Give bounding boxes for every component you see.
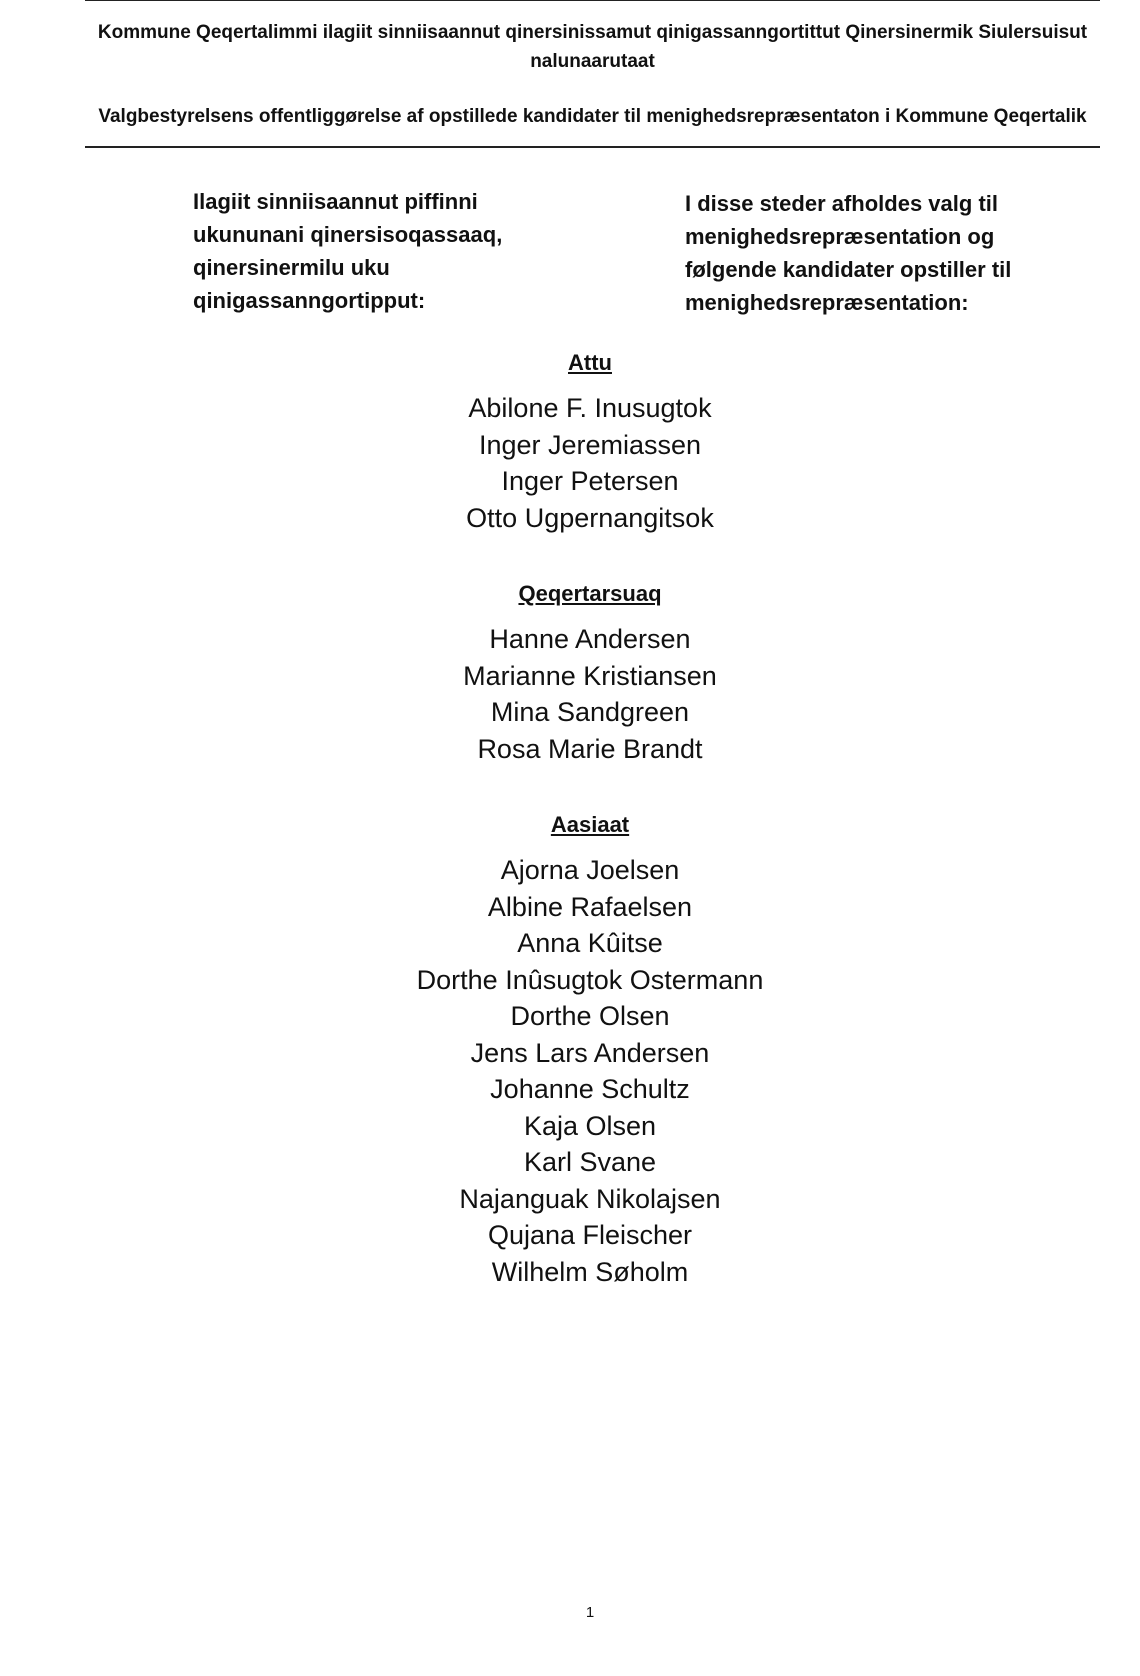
candidate-list [0,390,1140,536]
intro-text-danish: I disse steder afholdes valg til menighedsrepræsentation og følgende kandidater opstiller til menighedsrepræsentation: [685,191,1012,315]
header-title-danish: Valgbestyrelsens offentliggørelse af opstillede kandidater til menighedsrepræsentaton i Kommune Qeqertalik [98,106,1087,127]
location-qeqertarsuaq [0,577,1140,767]
candidate-name: Dorthe Inûsugtok Ostermann [416,964,764,995]
candidate-name: Albine Rafaelsen [487,891,693,922]
location-heading: Qeqertarsuaq [518,581,662,606]
candidate-name: Mina Sandgreen [490,697,690,727]
header-bottom-divider [85,146,1100,148]
location-heading: Attu [568,350,612,375]
candidate-name: Anna Kûitse [517,928,663,958]
candidate-list [0,621,1140,767]
candidate-name: Johanne Schultz [490,1074,690,1104]
candidate-name: Otto Ugpernangitsok [466,502,714,533]
candidate-name: Qujana Fleischer [487,1220,693,1250]
location-heading: Aasiaat [550,812,630,837]
candidate-name: Marianne Kristiansen [463,660,717,691]
candidate-list [0,852,1140,1290]
candidate-name: Rosa Marie Brandt [477,733,703,764]
candidate-name: Ajorna Joelsen [500,855,680,885]
candidate-name: Inger Petersen [501,466,679,496]
candidate-name: Dorthe Olsen [510,1001,670,1031]
candidate-name: Karl Svane [523,1147,657,1177]
candidate-name: Jens Lars Andersen [470,1037,710,1068]
candidate-name: Abilone F. Inusugtok [468,393,712,423]
page-number: 1 [585,1604,595,1621]
candidate-name: Najanguak Nikolajsen [459,1183,721,1214]
location-attu [0,346,1140,536]
candidate-locations [0,346,1140,1331]
page-header [85,0,1100,152]
candidate-name: Hanne Andersen [489,624,691,654]
header-top-divider [85,0,1100,1]
candidate-name: Inger Jeremiassen [478,429,702,460]
intro-text-greenlandic: Ilagiit sinniisaannut piffinni ukununani qinersisoqassaaq, qinersinermilu uku qinigassanngortipput: [193,189,503,313]
candidate-name: Kaja Olsen [523,1110,657,1141]
header-title-greenlandic: Kommune Qeqertalimmi ilagiit sinniisaannut qinersinissamut qinigassanngortittut Qinersinermik Siulersuisut nalunaarutaat [97,22,1088,72]
candidate-name: Wilhelm Søholm [491,1256,689,1287]
location-aasiaat [0,808,1140,1290]
